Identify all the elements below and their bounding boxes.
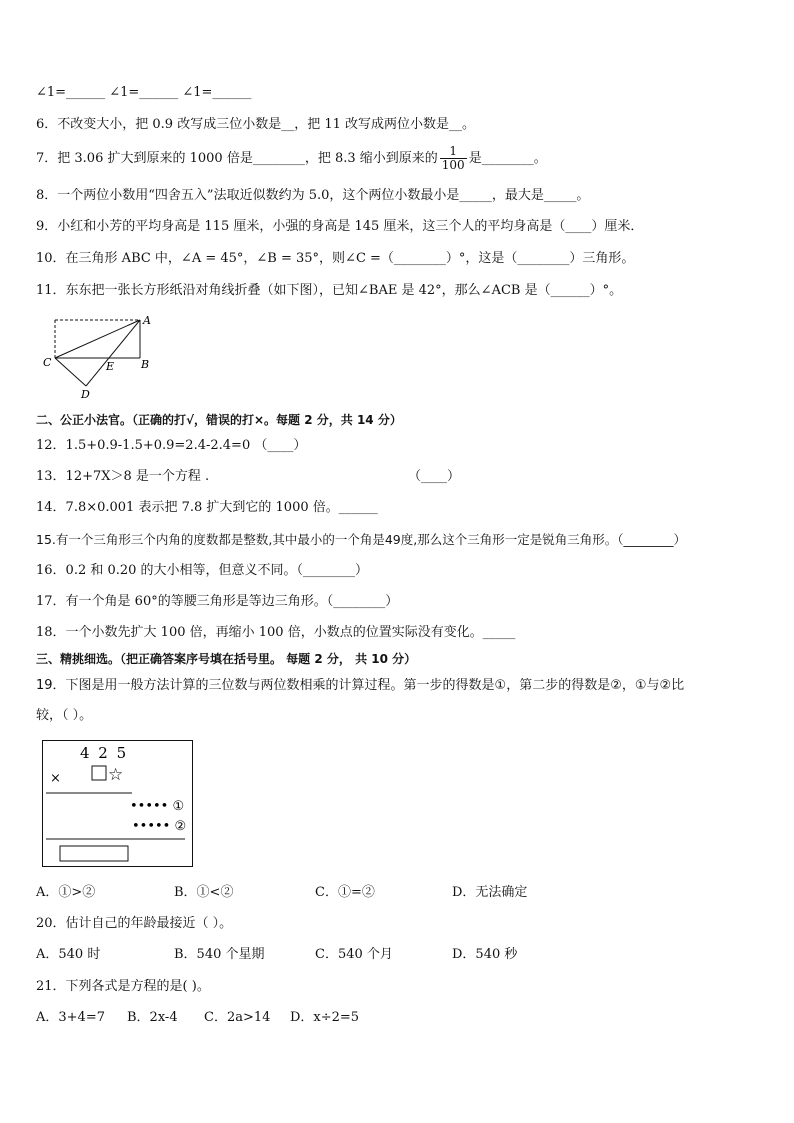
q20-option-d: D．540 秒 <box>452 947 518 962</box>
q19-option-b: B．①<② <box>174 885 234 900</box>
section-3-heading: 三、精挑细选。（把正确答案序号填在括号里。 每题 2 分， 共 10 分） <box>36 652 417 666</box>
question-13: 13．12+7X＞8 是一个方程 . <box>36 469 210 484</box>
label-c: C <box>43 356 52 369</box>
question-17: 17．有一个角是 60°的等腰三角形是等边三角形。（________） <box>36 594 399 609</box>
question-12: 12．1.5+0.9-1.5+0.9=2.4-2.4=0 （____） <box>36 438 307 453</box>
question-9: 9．小红和小芳的平均身高是 115 厘米，小强的身高是 145 厘米，这三个人的平均身高是（____）厘米． <box>36 219 644 234</box>
q20-option-c: C．540 个月 <box>315 947 393 962</box>
blank-angle-row: ∠1=______ ∠1=______ ∠1=______ <box>36 85 252 100</box>
step-1-label: ••••• ① <box>130 799 185 814</box>
section-2-heading: 二、公正小法官。（正确的打√，错误的打×。每题 2 分，共 14 分） <box>36 413 402 427</box>
q21-option-d: D．x÷2=5 <box>290 1010 360 1025</box>
fraction-denominator: 100 <box>441 158 465 172</box>
multiplication-figure <box>42 740 194 870</box>
q20-option-a: A．540 时 <box>36 947 101 962</box>
question-20: 20．估计自己的年龄最接近（ ）。 <box>36 916 233 931</box>
fraction-1-100 <box>440 145 467 172</box>
question-11: 11．东东把一张长方形纸沿对角线折叠（如下图），已知∠BAE 是 42°，那么∠ACB 是（______）°。 <box>36 283 623 298</box>
label-d: D <box>81 388 90 400</box>
question-13-answer: （____） <box>408 469 461 484</box>
q21-option-b: B．2x-4 <box>127 1010 178 1025</box>
question-7-text-a: 7．把 3.06 扩大到原来的 1000 倍是________，把 8.3 缩小到原来的 <box>36 151 438 166</box>
question-19: 19．下图是用一般方法计算的三位数与两位数相乘的计算过程。第一步的得数是①，第二步的得数是②，①与②比 <box>36 678 685 693</box>
q21-option-a: A．3+4=7 <box>36 1010 105 1025</box>
question-7-text-b: 是________。 <box>468 151 547 166</box>
star-icon: ☆ <box>108 765 124 785</box>
question-6: 6．不改变大小，把 0.9 改写成三位小数是__，把 11 改写成两位小数是__。 <box>36 117 476 132</box>
q19-option-c: C．①=② <box>315 885 375 900</box>
label-a: A <box>143 314 151 327</box>
q20-option-b: B．540 个星期 <box>174 947 265 962</box>
question-16: 16．0.2 和 0.20 的大小相等，但意义不同。（________） <box>36 563 369 578</box>
question-18: 18．一个小数先扩大 100 倍，再缩小 100 倍，小数点的位置实际没有变化。_____ <box>36 625 516 640</box>
question-8: 8．一个两位小数用“四舍五入”法取近似数约为 5.0，这个两位小数最小是_____，最大是_____。 <box>36 188 590 203</box>
fraction-numerator: 1 <box>440 145 467 159</box>
step-2-label: ••••• ② <box>132 819 187 834</box>
question-21: 21．下列各式是方程的是( )。 <box>36 979 210 994</box>
question-15: 15.有一个三角形三个内角的度数都是整数,其中最小的一个角是49度,那么这个三角形一定是锐角三角形。（________） <box>36 532 686 547</box>
top-digits: 4 2 5 <box>80 744 129 762</box>
fold-figure <box>40 310 160 400</box>
q19-option-d: D．无法确定 <box>452 885 528 900</box>
q19-option-a: A．①>② <box>36 885 96 900</box>
question-19-cont: 较，（ ）。 <box>36 708 93 723</box>
times-sign: × <box>50 771 61 786</box>
q21-option-c: C．2a>14 <box>204 1010 271 1025</box>
question-10: 10．在三角形 ABC 中，∠A = 45°，∠B = 35°，则∠C =（________）°，这是（________）三角形。 <box>36 251 635 266</box>
question-14: 14．7.8×0.001 表示把 7.8 扩大到它的 1000 倍。______ <box>36 500 378 515</box>
label-b: B <box>141 358 150 371</box>
label-e: E <box>106 360 115 373</box>
question-7 <box>36 144 547 174</box>
